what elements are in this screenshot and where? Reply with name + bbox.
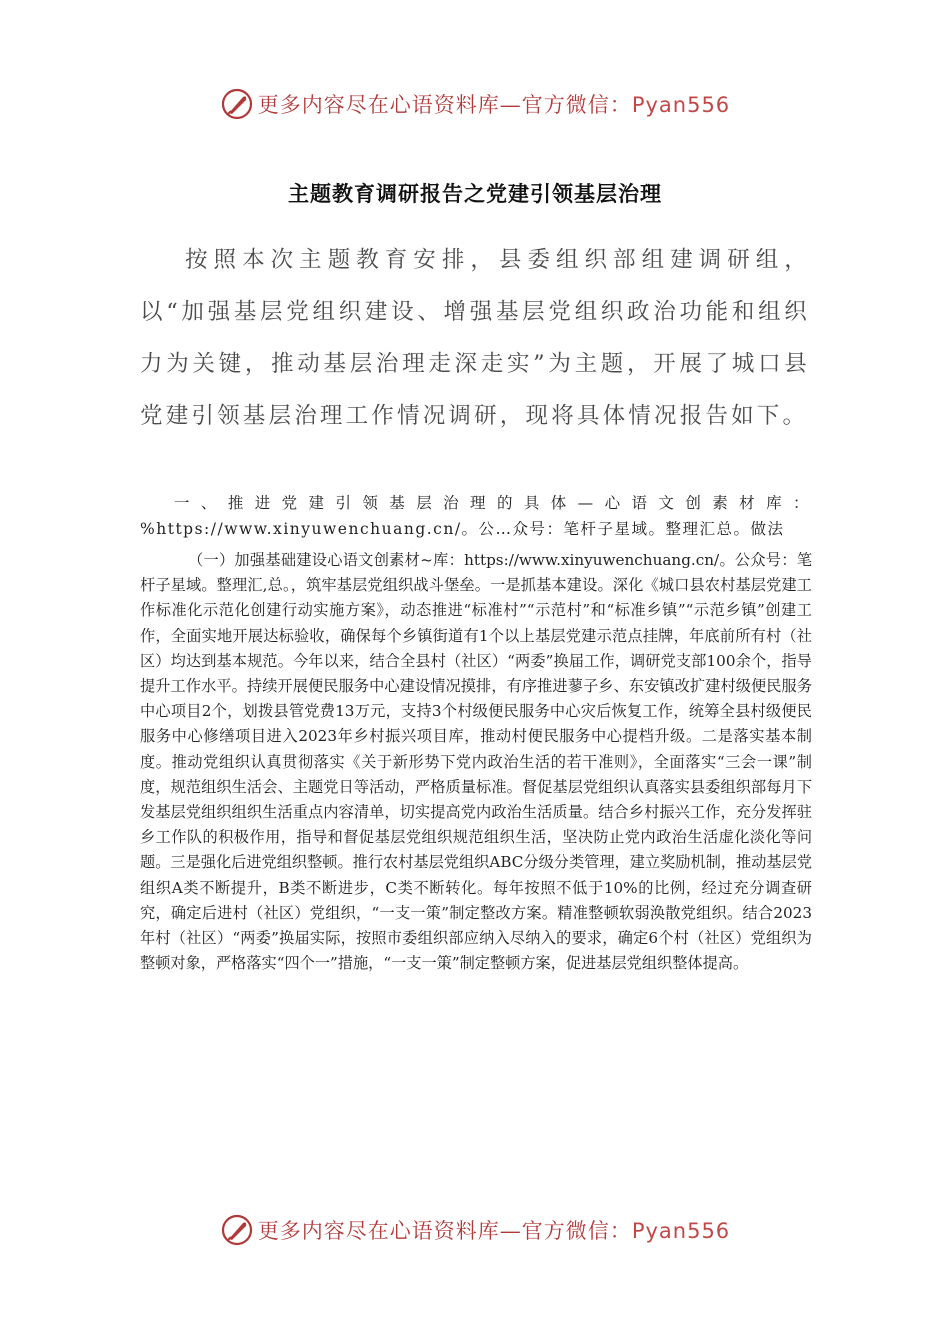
quill-pen-logo-icon xyxy=(220,87,254,121)
wechat-id: Pyan556 xyxy=(631,1219,731,1243)
banner-slogan: 更多内容尽在心语资料库—官方微信：Pyan556 xyxy=(257,1219,731,1243)
quill-pen-logo-icon xyxy=(220,1213,254,1247)
wechat-id: Pyan556 xyxy=(631,93,731,117)
header-banner xyxy=(0,82,950,126)
footer-banner xyxy=(0,1208,950,1252)
section-heading: 一、推进党建引领基层治理的具体—心语文创素材库：%https://www.xinyuwenchuang.cn/。公…众号：笔杆子星域。整理汇总。做法 xyxy=(140,494,810,538)
document-title: 主题教育调研报告之党建引领基层治理 xyxy=(288,182,662,206)
body-paragraph: （一）加强基础建设心语文创素材~库：https://www.xinyuwenchuang.cn/。公众号：笔杆子星域。整理汇,总。，筑牢基层党组织战斗堡垒。一是抓基本建设。深化《城口县农村基层党建工作标准化示范化创建行动实施方案》，动态推进“标准村”“示范村”和“标准乡镇”“示范乡镇”创建工作，全面实地开展达标验收，确保每个乡镇街道有1个以上基层党建示范点挂牌，年底前所有村（社区）均达到基本规范。今年以来，结合全县村（社区）“两委”换届工作，调研党支部100余个，指导提升工作水平。持续开展便民服务中心建设情况摸排，有序推进蓼子乡、东安镇改扩建村级便民服务中心项目2个，划拨县管党费13万元，支持3个村级便民服务中心灾后恢复工作，统筹全县村级便民服务中心修缮项目进入2023年乡村振兴项目库，推动村便民服务中心提档升级。二是落实基本制度。推动党组织认真贯彻落实《关于新形势下党内政治生活的若干准则》，全面落实“三会一课”制度，规范组织生活会、主题党日等活动，严格质量标准。督促基层党组织认真落实县委组织部每月下发基层党组织组织生活重点内容清单，切实提高党内政治生活质量。结合乡村振兴工作，充分发挥驻乡工作队的积极作用，指导和督促基层党组织规范组织生活，坚决防止党内政治生活虚化淡化等问题。三是强化后进党组织整顿。推行农村基层党组织ABC分级分类管理，建立奖励机制，推动基层党组织A类不断提升，B类不断进步，C类不断转化。每年按照不低于10%的比例，经过充分调查研究，确定后进村（社区）党组织，“一支一策”制定整改方案。精准整顿软弱涣散党组织。结合2023年村（社区）“两委”换届实际，按照市委组织部应纳入尽纳入的要求，确定6个村（社区）党组织为整顿对象，严格落实“四个一”措施，“一支一策”制定整顿方案，促进基层党组织整体提高。 xyxy=(140,551,812,973)
intro-paragraph: 按照本次主题教育安排，县委组织部组建调研组，以“加强基层党组织建设、增强基层党组织政治功能和组织力为关键，推动基层治理走深走实”为主题，开展了城口县党建引领基层治理工作情况调研，现将具体情况报告如下。 xyxy=(140,247,810,429)
banner-slogan: 更多内容尽在心语资料库—官方微信：Pyan556 xyxy=(257,93,731,117)
